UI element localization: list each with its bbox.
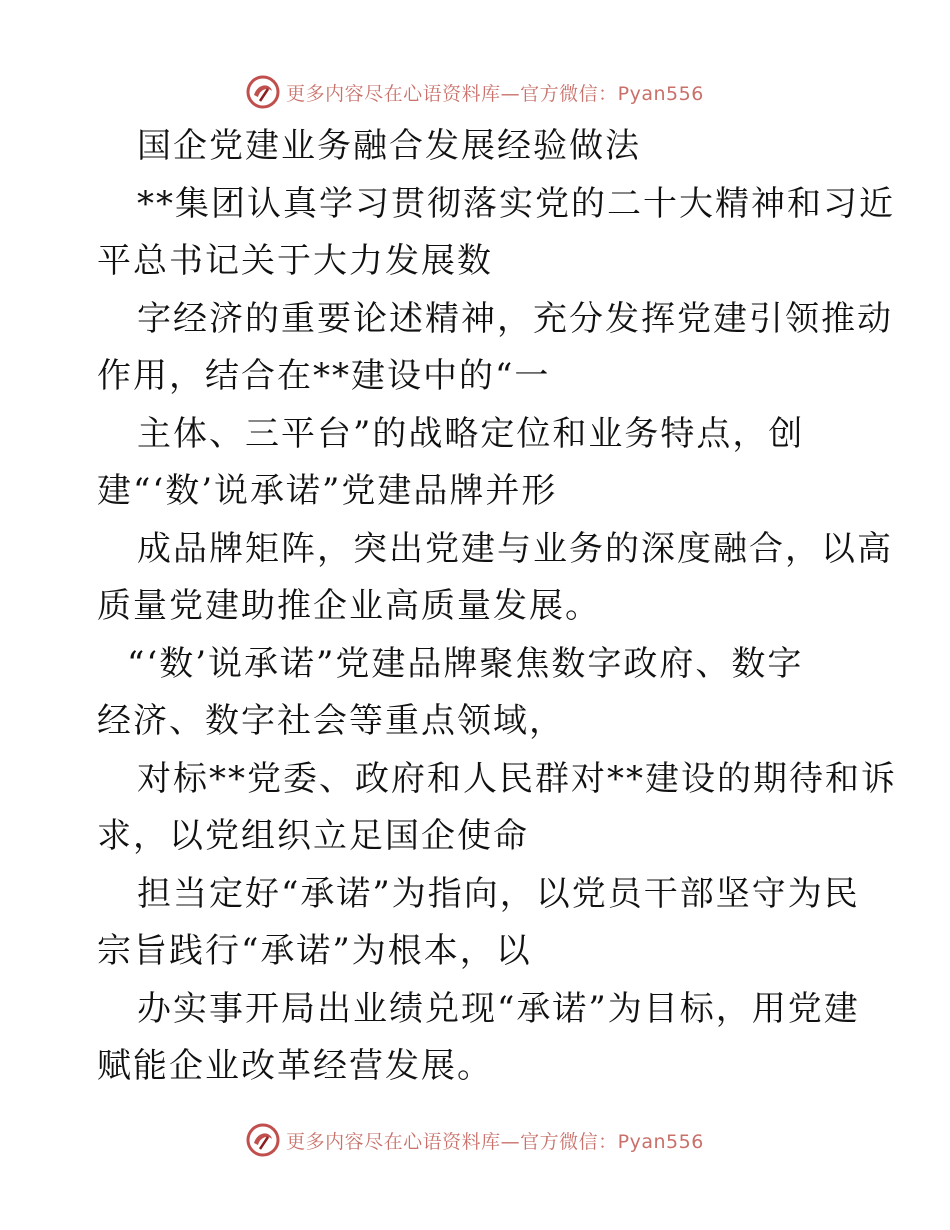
text-line: 办实事开局出业绩兑现“承诺”为目标，用党建	[137, 988, 860, 1029]
text-line: 宗旨践行“承诺”为根本，以	[97, 931, 532, 971]
text-line: 赋能企业改革经营发展。	[97, 1046, 493, 1086]
watermark-handle: Pyan556	[617, 1130, 704, 1153]
text-line: 建“‘数’说承诺”党建品牌并形	[97, 471, 558, 511]
watermark-text	[286, 1127, 704, 1154]
text-line: 质量党建助推企业高质量发展。	[97, 586, 601, 626]
text-line: 担当定好“承诺”为指向，以党员干部坚守为民	[137, 873, 860, 914]
document-body	[97, 118, 897, 1096]
text-line: 求，以党组织立足国企使命	[97, 816, 529, 856]
text-line: 作用，结合在**建设中的“一	[97, 356, 551, 396]
logo-icon	[246, 75, 280, 109]
text-line: 经济、数字社会等重点领域，	[97, 701, 565, 741]
watermark-footer	[0, 1120, 950, 1160]
text-line: “‘数’说承诺”党建品牌聚焦数字政府、数字	[127, 643, 804, 684]
watermark-text	[286, 79, 704, 106]
watermark-handle: Pyan556	[617, 82, 704, 105]
text-line: 平总书记关于大力发展数	[97, 241, 493, 281]
watermark-message: 更多内容尽在心语资料库—官方微信：	[286, 82, 618, 105]
logo-icon	[246, 1123, 280, 1157]
text-line: 成品牌矩阵，突出党建与业务的深度融合，以高	[137, 528, 893, 569]
text-line: 字经济的重要论述精神，充分发挥党建引领推动	[137, 298, 893, 339]
document-title: 国企党建业务融合发展经验做法	[137, 126, 641, 166]
watermark-message: 更多内容尽在心语资料库—官方微信：	[286, 1130, 618, 1153]
watermark-header	[0, 72, 950, 112]
text-line: 主体、三平台”的战略定位和业务特点，创	[137, 413, 805, 454]
text-line: 对标**党委、政府和人民群对**建设的期待和诉	[137, 758, 897, 799]
text-line: **集团认真学习贯彻落实党的二十大精神和习近	[137, 183, 895, 224]
